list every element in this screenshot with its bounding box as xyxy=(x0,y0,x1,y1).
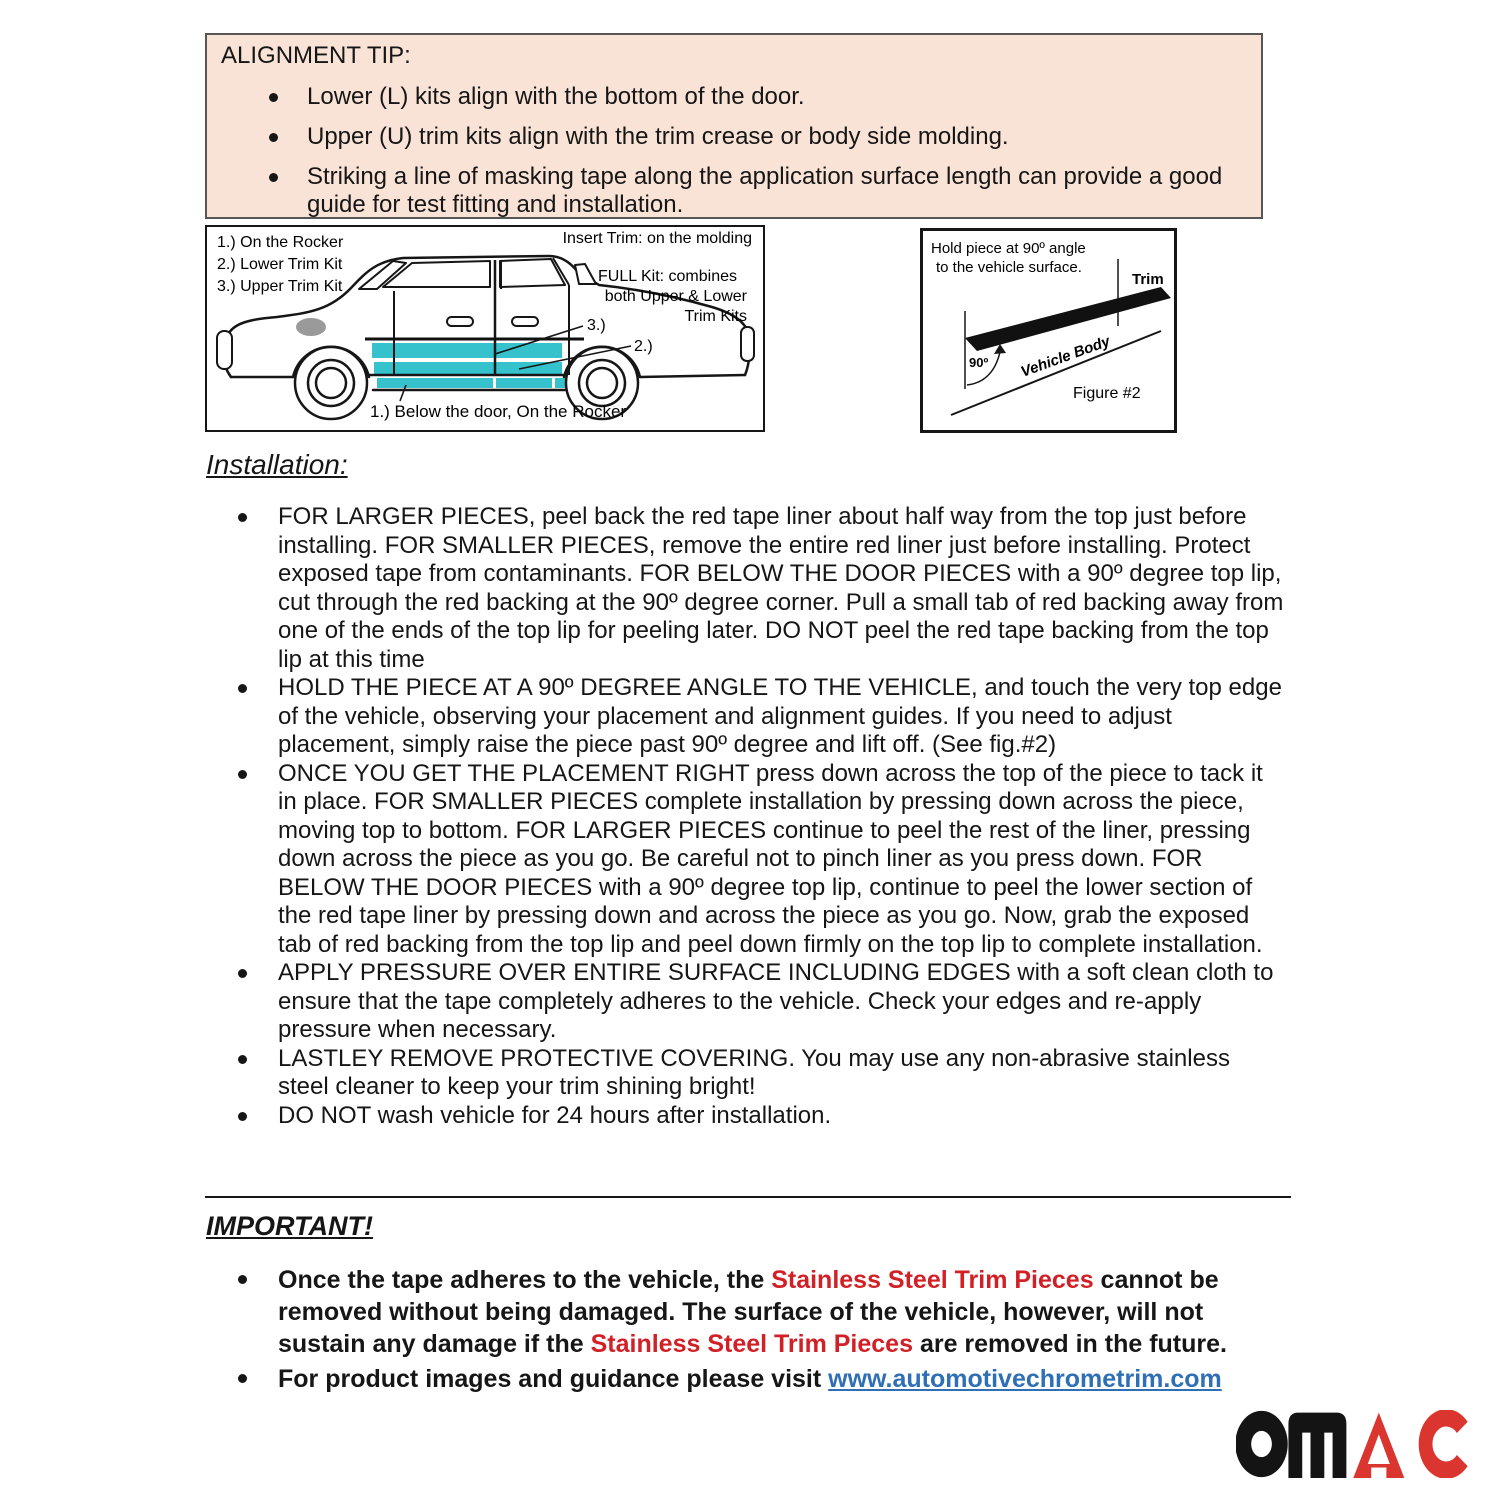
list-item: LASTLEY REMOVE PROTECTIVE COVERING. You may use any non-abrasive stainless steel cleaner to keep your trim shining bright! xyxy=(237,1045,1285,1102)
front-bumper-detail xyxy=(217,331,232,369)
alignment-tip-list xyxy=(221,83,1247,219)
full-kit-line-3: Trim Kits xyxy=(684,308,747,325)
text-run: cannot be removed without being damaged. The surface of the vehicle, however, will not sustain any damage if the xyxy=(278,1266,1219,1358)
fender-mark xyxy=(296,318,326,336)
upper-trim-stripe xyxy=(372,343,562,358)
figure-caption-line-2: to the vehicle surface. xyxy=(936,259,1082,276)
legend-line-1: 1.) On the Rocker xyxy=(217,234,344,251)
windows xyxy=(359,259,596,289)
list-item: HOLD THE PIECE AT A 90º DEGREE ANGLE TO THE VEHICLE, and touch the very top edge of the vehicle, observing your placement and alignment guides. If you need to adjust placement, simply raise the piece past 90º degree and lift off. (See fig.#2) xyxy=(237,674,1285,760)
section-divider xyxy=(205,1196,1291,1198)
pointer-label-2: 2.) xyxy=(634,338,653,355)
text-run: Once the tape adheres to the vehicle, the xyxy=(278,1266,772,1294)
list-item: Upper (U) trim kits align with the trim crease or body side molding. xyxy=(221,123,1247,151)
full-kit-line-1: FULL Kit: combines xyxy=(597,268,737,285)
important-heading: IMPORTANT! xyxy=(206,1211,373,1241)
rocker-label: 1.) Below the door, On the Rocker xyxy=(370,402,627,421)
trim-label: Trim xyxy=(1132,271,1164,288)
legend-line-3: 3.) Upper Trim Kit xyxy=(217,278,343,295)
figure-2-svg xyxy=(923,231,1174,430)
trim-piece-shape xyxy=(965,287,1171,351)
text-run: are removed in the future. xyxy=(913,1330,1227,1358)
figure-caption-line-1: Hold piece at 90º angle xyxy=(931,240,1086,257)
list-item: Striking a line of masking tape along the application surface length can provide a good guide for test fitting and installation. xyxy=(221,163,1247,219)
alignment-tip-box xyxy=(205,33,1263,219)
car-trim-diagram xyxy=(205,225,765,432)
logo-letter-o-hole xyxy=(1251,1431,1272,1457)
logo-letter-a-notch xyxy=(1371,1468,1386,1478)
text-run: For product images and guidance please visit xyxy=(278,1365,829,1393)
highlight-red: Stainless Steel Trim Pieces xyxy=(590,1330,913,1358)
list-item xyxy=(237,1264,1292,1360)
lower-trim-stripe xyxy=(374,362,562,375)
website-link[interactable]: www.automotivechrometrim.com xyxy=(828,1365,1222,1393)
full-kit-line-2: both Upper & Lower xyxy=(604,288,747,305)
list-item: FOR LARGER PIECES, peel back the red tape liner about half way from the top just before installing. FOR SMALLER PIECES, remove the entire red liner just before installing. Protect exposed tape from contaminants. FOR BELOW THE DOOR PIECES with a 90º degree top lip, cut through the red backing at the 90º degree corner. Pull a small tab of red backing away from one of the ends of the top lip for peeling later. DO NOT peel the red tape backing from the top lip at this time xyxy=(237,503,1285,674)
door-gap xyxy=(493,378,496,388)
installation-list xyxy=(237,503,1285,1130)
installation-heading: Installation: xyxy=(206,449,348,480)
figure-number-label: Figure #2 xyxy=(1073,385,1141,402)
pointer-label-3: 3.) xyxy=(587,317,606,334)
door-handle xyxy=(447,317,473,326)
list-item: APPLY PRESSURE OVER ENTIRE SURFACE INCLUDING EDGES with a soft clean cloth to ensure that the tape completely adheres to the vehicle. Check your edges and re-apply pressure when necessary. xyxy=(237,959,1285,1045)
legend-line-2: 2.) Lower Trim Kit xyxy=(217,256,343,273)
important-list xyxy=(237,1264,1292,1398)
list-item: DO NOT wash vehicle for 24 hours after installation. xyxy=(237,1102,1285,1131)
door-gap xyxy=(552,378,555,388)
insert-trim-label: Insert Trim: on the molding xyxy=(562,230,752,247)
logo-letter-c xyxy=(1426,1418,1463,1470)
alignment-tip-title: ALIGNMENT TIP: xyxy=(221,42,411,69)
front-wheel xyxy=(295,347,367,419)
list-item: ONCE YOU GET THE PLACEMENT RIGHT press down across the top of the piece to tack it in place. FOR SMALLER PIECES complete installation by pressing down across the piece, moving top to bottom. FOR LARGER PIECES continue to peel the rest of the liner, pressing down across the piece as you go. Be careful not to pinch liner as you press down. FOR BELOW THE DOOR PIECES with a 90º degree top lip, continue to peel the lower section of the red tape liner by pressing down and across the piece as you go. Now, grab the exposed tab of red backing from the top lip and peel down firmly on the top lip to complete installation. xyxy=(237,760,1285,960)
door-handle xyxy=(512,317,538,326)
car-diagram-svg xyxy=(207,227,763,430)
vehicle-body-label: Vehicle Body xyxy=(1018,332,1113,381)
omac-logo xyxy=(1236,1410,1474,1478)
highlight-red: Stainless Steel Trim Pieces xyxy=(771,1266,1094,1294)
rear-bumper-detail xyxy=(741,327,754,361)
figure-2-box xyxy=(920,228,1177,433)
logo-letter-m xyxy=(1288,1413,1346,1478)
angle-label: 90º xyxy=(969,355,989,370)
list-item xyxy=(237,1363,1292,1395)
list-item: Lower (L) kits align with the bottom of the door. xyxy=(221,83,1247,111)
